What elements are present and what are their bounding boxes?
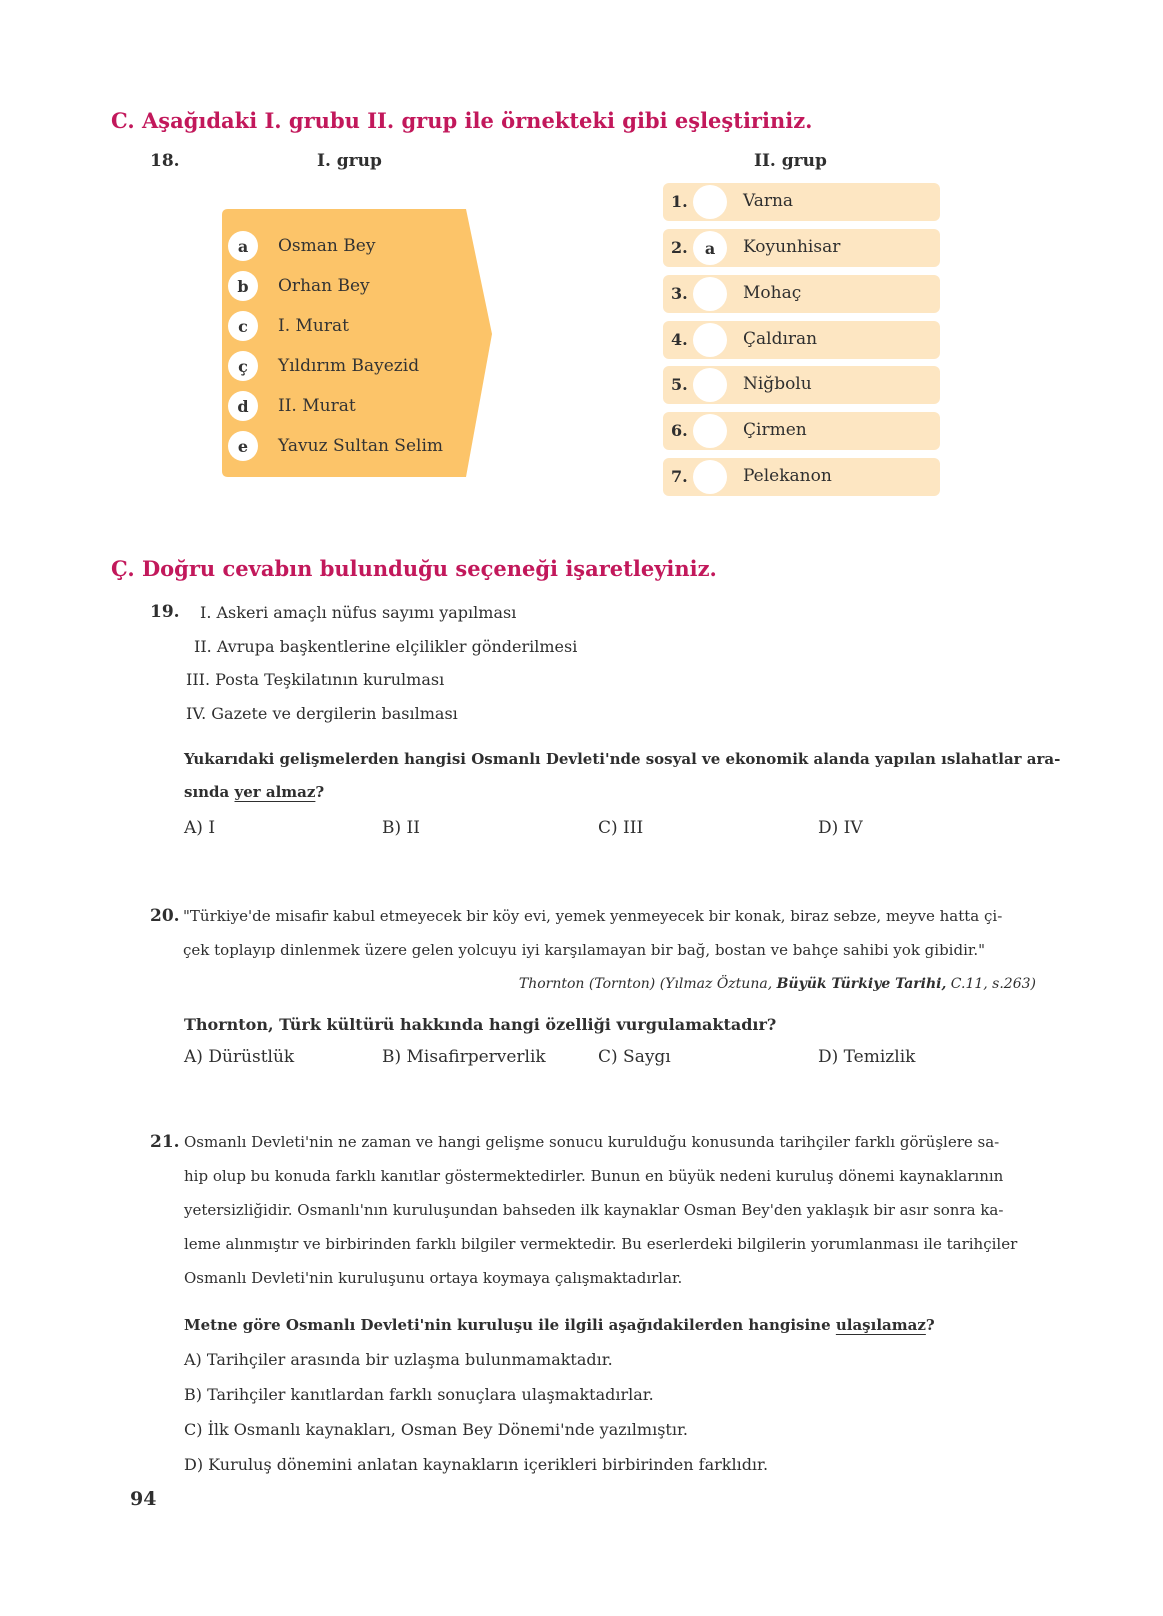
section-c-title: C. Aşağıdaki I. grubu II. grup ile örnekteki gibi eşleştiriniz.	[111, 108, 813, 133]
question-18-number: 18.	[150, 151, 180, 171]
q21-question-emph: ulaşılamaz	[835, 1316, 926, 1334]
q20-quote-line1: "Türkiye'de misafir kabul etmeyecek bir köy evi, yemek yenmeyecek bir konak, biraz sebze, meyve hatta çi-	[183, 907, 1003, 925]
group2-row	[663, 458, 940, 496]
group1-letter: b	[228, 271, 258, 301]
group1-name: Yıldırım Bayezid	[278, 356, 420, 376]
answer-slot[interactable]	[693, 277, 727, 311]
q19-option-d[interactable]: D) IV	[818, 818, 863, 838]
group1-letter: a	[228, 231, 258, 261]
group2-row	[663, 366, 940, 404]
q19-question-line2	[184, 776, 324, 809]
q21-option-b[interactable]: B) Tarihçiler kanıtlardan farklı sonuçlara ulaşmaktadırlar.	[184, 1385, 654, 1404]
group2-name: Varna	[743, 191, 794, 211]
q19-question-line1: Yukarıdaki gelişmelerden hangisi Osmanlı Devleti'nde sosyal ve ekonomik alanda yapılan ıslahatlar ara-	[184, 750, 1061, 768]
q21-paragraph-line: yetersizliğidir. Osmanlı'nın kuruluşundan bahseden ilk kaynaklar Osman Bey'den yaklaşık bir asır sonra ka-	[184, 1201, 1004, 1219]
group1-name: Orhan Bey	[278, 276, 370, 296]
group2-name: Koyunhisar	[743, 237, 841, 257]
q19-item: IV. Gazete ve dergilerin basılması	[186, 704, 458, 723]
q21-paragraph-line: hip olup bu konuda farklı kanıtlar göstermektedirler. Bunun en büyük nedeni kuruluş dönemi kaynaklarının	[184, 1167, 1004, 1185]
answer-slot[interactable]	[693, 185, 727, 219]
q20-option-a[interactable]: A) Dürüstlük	[184, 1047, 295, 1067]
q20-source	[519, 976, 1036, 992]
q21-option-a[interactable]: A) Tarihçiler arasında bir uzlaşma bulunmamaktadır.	[184, 1350, 613, 1369]
group1-item	[228, 269, 370, 303]
group2-row	[663, 412, 940, 450]
answer-slot[interactable]: a	[693, 231, 727, 265]
group1-header: I. grup	[317, 151, 382, 171]
q19-option-a[interactable]: A) I	[184, 818, 216, 838]
group1-name: Osman Bey	[278, 236, 376, 256]
q20-quote-line2: çek toplayıp dinlenmek üzere gelen yolcuyu iyi karşılamayan bir bağ, bostan ve bahçe sahibi yok gibidir."	[183, 941, 986, 959]
group2-name: Çaldıran	[743, 329, 818, 349]
q20-option-c[interactable]: C) Saygı	[598, 1047, 671, 1067]
group2-name: Mohaç	[743, 283, 802, 303]
q19-item: I. Askeri amaçlı nüfus sayımı yapılması	[200, 603, 517, 622]
q19-option-c[interactable]: C) III	[598, 818, 644, 838]
answer-slot[interactable]	[693, 460, 727, 494]
group1-letter: d	[228, 391, 258, 421]
q19-question-prefix: sında	[184, 783, 235, 801]
group1-item	[228, 349, 419, 383]
group2-number: 6.	[671, 421, 688, 440]
group2-number: 1.	[671, 192, 688, 211]
group1-letter: ç	[228, 351, 258, 381]
group2-row	[663, 229, 940, 267]
answer-slot[interactable]	[693, 323, 727, 357]
question-19-number: 19.	[150, 602, 180, 622]
group2-number: 7.	[671, 467, 688, 486]
group1-box	[222, 209, 494, 479]
group1-name: I. Murat	[278, 316, 349, 336]
q21-paragraph-line: Osmanlı Devleti'nin kuruluşunu ortaya koymaya çalışmaktadırlar.	[184, 1269, 683, 1287]
q21-question	[184, 1309, 935, 1342]
group1-item	[228, 389, 356, 423]
group1-item	[228, 229, 375, 263]
page-number: 94	[130, 1488, 157, 1510]
group2-row	[663, 321, 940, 359]
q20-source-book: Büyük Türkiye Tarihi,	[776, 976, 947, 992]
q21-option-d[interactable]: D) Kuruluş dönemini anlatan kaynakların içerikleri birbirinden farklıdır.	[184, 1455, 769, 1474]
q21-option-c[interactable]: C) İlk Osmanlı kaynakları, Osman Bey Dönemi'nde yazılmıştır.	[184, 1420, 688, 1439]
group2-number: 5.	[671, 375, 688, 394]
group1-item	[228, 309, 349, 343]
group2-name: Çirmen	[743, 420, 807, 440]
q19-question-emph: yer almaz	[234, 783, 316, 801]
group1-name: II. Murat	[278, 396, 356, 416]
group1-letter: c	[228, 311, 258, 341]
question-21-number: 21.	[150, 1132, 180, 1152]
q19-item: III. Posta Teşkilatının kurulması	[186, 670, 445, 689]
q19-item: II. Avrupa başkentlerine elçilikler gönderilmesi	[194, 637, 578, 656]
section-cc-title: Ç. Doğru cevabın bulunduğu seçeneği işaretleyiniz.	[111, 556, 717, 581]
q21-paragraph-line: Osmanlı Devleti'nin ne zaman ve hangi gelişme sonucu kurulduğu konusunda tarihçiler farklı görüşlere sa-	[184, 1133, 1000, 1151]
group2-name: Niğbolu	[743, 374, 812, 394]
group1-letter: e	[228, 431, 258, 461]
group2-number: 4.	[671, 330, 688, 349]
q20-option-b[interactable]: B) Misafirperverlik	[382, 1047, 546, 1067]
q20-source-prefix: Thornton (Tornton) (Yılmaz Öztuna,	[518, 976, 777, 992]
group1-name: Yavuz Sultan Selim	[278, 436, 444, 456]
group2-number: 2.	[671, 238, 688, 257]
group2-name: Pelekanon	[743, 466, 832, 486]
q19-question-suffix: ?	[315, 783, 325, 801]
q21-question-prefix: Metne göre Osmanlı Devleti'nin kuruluşu ile ilgili aşağıdakilerden hangisine	[184, 1316, 836, 1334]
q20-question: Thornton, Türk kültürü hakkında hangi özelliği vurgulamaktadır?	[184, 1015, 777, 1034]
q20-source-suffix: C.11, s.263)	[946, 976, 1036, 992]
group2-header: II. grup	[754, 151, 827, 171]
group2-row	[663, 183, 940, 221]
question-20-number: 20.	[150, 906, 180, 926]
answer-slot[interactable]	[693, 368, 727, 402]
q19-option-b[interactable]: B) II	[382, 818, 420, 838]
answer-slot[interactable]	[693, 414, 727, 448]
q21-question-suffix: ?	[925, 1316, 935, 1334]
q21-paragraph-line: leme alınmıştır ve birbirinden farklı bilgiler vermektedir. Bu eserlerdeki bilgilerin yorumlanması ile tarihçiler	[184, 1235, 1018, 1253]
group2-row	[663, 275, 940, 313]
group1-item	[228, 429, 443, 463]
group2-number: 3.	[671, 284, 688, 303]
q20-option-d[interactable]: D) Temizlik	[818, 1047, 916, 1067]
